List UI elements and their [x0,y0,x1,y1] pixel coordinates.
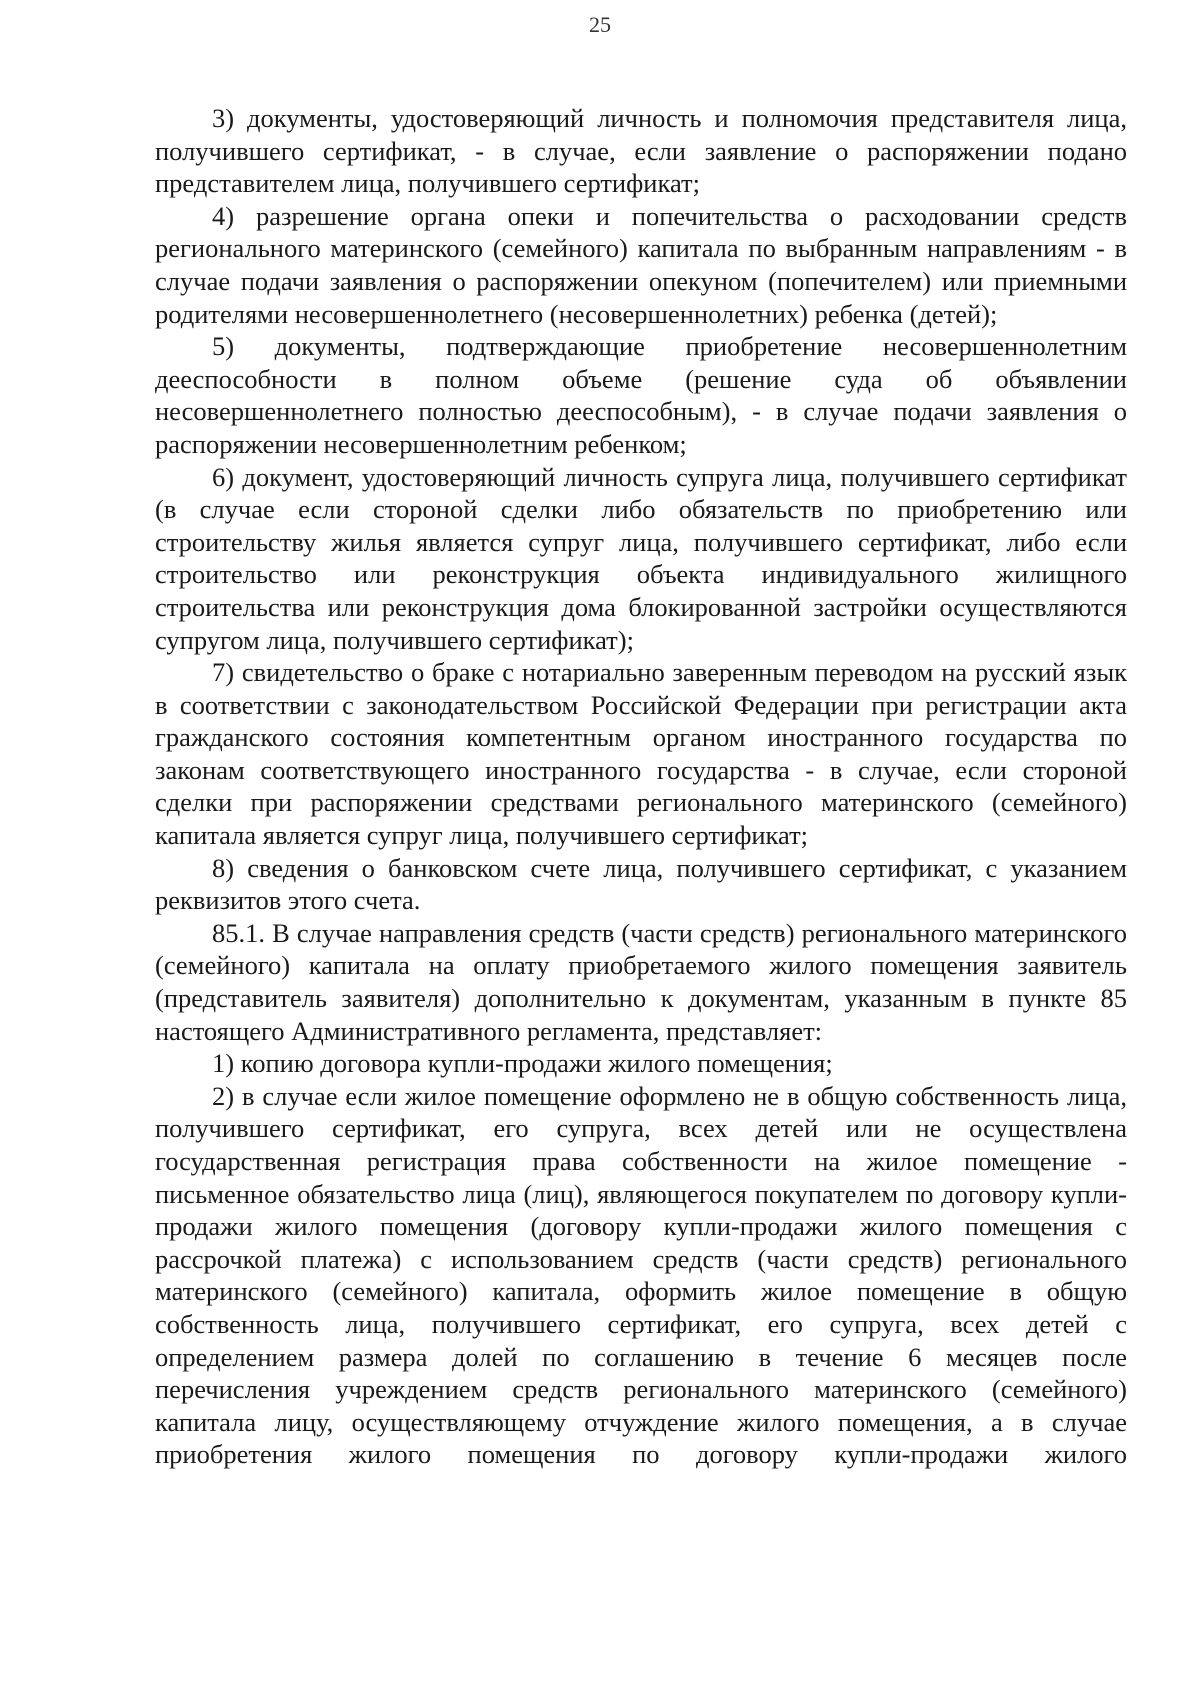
paragraph-subitem-2: 2) в случае если жилое помещение оформлено не в общую собственность лица, получившего сертификат, его супруга, всех детей или не осуществлена государственная регистрация права собственности на жилое помещение - письменное обязательство лица (лиц), являющегося покупателем по договору купли-продажи жилого помещения (договору купли-продажи жилого помещения с рассрочкой платежа) с использованием средств (части средств) регионального материнского (семейного) капитала, оформить жилое помещение в общую собственность лица, получившего сертификат, его супруга, всех детей с определением размера долей по соглашению в течение 6 месяцев после перечисления учреждением средств регионального материнского (семейного) капитала лицу, осуществляющему отчуждение жилого помещения, а в случае приобретения жилого помещения по договору купли-продажи жилого [155,1080,1127,1470]
paragraph-item-8: 8) сведения о банковском счете лица, получившего сертификат, с указанием реквизитов этого счета. [155,852,1127,916]
paragraph-item-6: 6) документ, удостоверяющий личность супруга лица, получившего сертификат (в случае если стороной сделки либо обязательств по приобретению или строительству жилья является супруг лица, получившего сертификат, либо если строительство или реконструкция объекта индивидуального жилищного строительства или реконструкция дома блокированной застройки осуществляются супругом лица, получившего сертификат); [155,461,1127,655]
document-body [155,102,1127,1471]
paragraph-item-3: 3) документы, удостоверяющий личность и полномочия представителя лица, получившего сертификат, - в случае, если заявление о распоряжении подано представителем лица, получившего сертификат; [155,103,1127,199]
paragraph-item-7: 7) свидетельство о браке с нотариально заверенным переводом на русский язык в соответствии с законодательством Российской Федерации при регистрации акта гражданского состояния компетентным органом иностранного государства по законам соответствующего иностранного государства - в случае, если стороной сделки при распоряжении средствами регионального материнского (семейного) капитала является супруг лица, получившего сертификат; [155,657,1127,851]
page-number: 25 [589,12,611,37]
paragraph-subitem-1: 1) копию договора купли-продажи жилого помещения; [212,1048,833,1079]
paragraph-clause-85-1: 85.1. В случае направления средств (части средств) регионального материнского (семейного) капитала на оплату приобретаемого жилого помещения заявитель (представитель заявителя) дополнительно к документам, указанным в пункте 85 настоящего Административного регламента, представляет: [155,917,1127,1046]
paragraph-item-4: 4) разрешение органа опеки и попечительства о расходовании средств регионального материнского (семейного) капитала по выбранным направлениям - в случае подачи заявления о распоряжении опекуном (попечителем) или приемными родителями несовершеннолетнего (несовершеннолетних) ребенка (детей); [155,200,1127,329]
paragraph-item-5: 5) документы, подтверждающие приобретение несовершеннолетним дееспособности в полном объеме (решение суда об объявлении несовершеннолетнего полностью дееспособным), - в случае подачи заявления о распоряжении несовершеннолетним ребенком; [155,331,1127,459]
